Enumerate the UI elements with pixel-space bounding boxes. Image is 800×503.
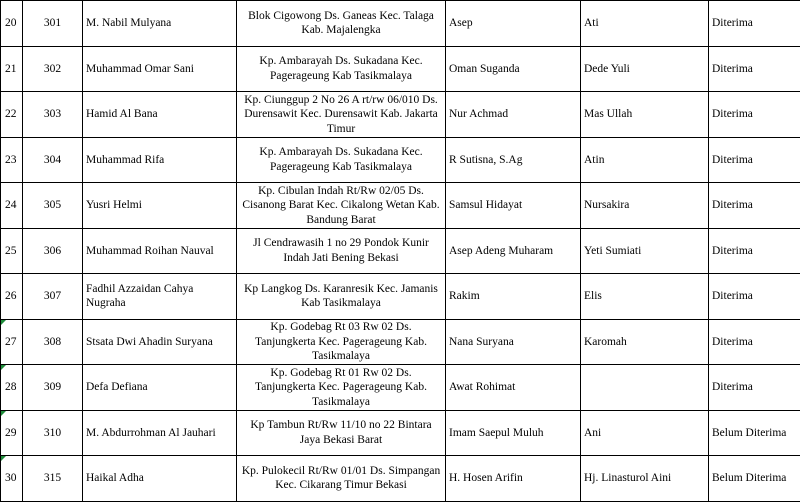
mother-name-text: Atin: [584, 153, 605, 166]
row-number-cell[interactable]: [1, 1, 23, 47]
student-name-text: Fadhil Azzaidan Cahya Nugraha: [86, 282, 194, 310]
status-text: Diterima: [712, 381, 753, 393]
student-name-text: Muhammad Roihan Nauval: [86, 244, 214, 257]
row-number-text: 27: [5, 335, 17, 348]
table-row: [1, 183, 800, 229]
table-row: [1, 319, 800, 365]
father-name-cell[interactable]: [446, 1, 581, 47]
status-cell[interactable]: [709, 92, 800, 138]
address-text: Blok Cigowong Ds. Ganeas Kec. Talaga Kab. Majalengka: [248, 9, 434, 37]
student-name-cell[interactable]: [83, 365, 237, 411]
student-name-text: Muhammad Omar Sani: [86, 62, 194, 75]
mother-name-cell[interactable]: [581, 46, 709, 92]
row-number-cell[interactable]: [1, 456, 23, 502]
status-cell[interactable]: [709, 137, 800, 183]
status-text: Diterima: [712, 153, 753, 166]
registration-id-text: 307: [43, 290, 62, 302]
row-number-cell[interactable]: [1, 46, 23, 92]
row-number-cell[interactable]: [1, 228, 23, 274]
mother-name-cell[interactable]: [581, 410, 709, 456]
status-text: Diterima: [712, 62, 753, 75]
student-name-text: Yusri Helmi: [86, 199, 142, 211]
registration-id-cell[interactable]: [23, 183, 83, 229]
status-text: Diterima: [712, 17, 753, 29]
father-name-text: Asep: [449, 17, 473, 29]
father-name-cell[interactable]: [446, 274, 581, 320]
father-name-text: Nur Achmad: [449, 108, 509, 120]
address-text: Kp. Pulokecil Rt/Rw 01/01 Ds. Simpangan Kec. Cikarang Timur Bekasi: [241, 464, 441, 492]
mother-name-cell[interactable]: [581, 1, 709, 47]
mother-name-text: Karomah: [584, 335, 627, 348]
registration-id-text: 301: [43, 17, 62, 29]
table-row: [1, 410, 800, 456]
mother-name-cell[interactable]: [581, 456, 709, 502]
student-name-text: Defa Defiana: [86, 381, 148, 393]
table-row: [1, 456, 800, 502]
row-number-cell[interactable]: [1, 410, 23, 456]
address-cell[interactable]: [237, 410, 446, 456]
father-name-cell[interactable]: [446, 319, 581, 365]
father-name-text: Imam Saepul Muluh: [449, 426, 544, 439]
row-number-text: 24: [5, 199, 17, 211]
registration-id-cell[interactable]: [23, 410, 83, 456]
father-name-text: Nana Suryana: [449, 335, 514, 348]
row-number-cell[interactable]: [1, 319, 23, 365]
status-cell[interactable]: [709, 456, 800, 502]
mother-name-cell[interactable]: [581, 183, 709, 229]
status-text: Diterima: [712, 244, 753, 257]
student-name-cell[interactable]: [83, 92, 237, 138]
row-number-text: 30: [5, 472, 17, 484]
address-cell[interactable]: [237, 456, 446, 502]
student-name-text: Muhammad Rifa: [86, 153, 165, 166]
status-text: Diterima: [712, 199, 753, 211]
father-name-text: Rakim: [449, 290, 480, 302]
status-cell[interactable]: [709, 410, 800, 456]
address-cell[interactable]: [237, 365, 446, 411]
mother-name-text: Nursakira: [584, 199, 630, 211]
father-name-cell[interactable]: [446, 365, 581, 411]
mother-name-text: Elis: [584, 290, 602, 302]
table-row: [1, 228, 800, 274]
row-number-cell[interactable]: [1, 183, 23, 229]
student-name-cell[interactable]: [83, 228, 237, 274]
registration-id-cell[interactable]: [23, 365, 83, 411]
registration-id-text: 304: [43, 153, 62, 166]
mother-name-cell[interactable]: [581, 274, 709, 320]
table-row: [1, 274, 800, 320]
mother-name-text: Hj. Linasturol Aini: [584, 472, 672, 484]
mother-name-text: Ani: [584, 426, 602, 439]
status-cell[interactable]: [709, 1, 800, 47]
comment-indicator-icon: [1, 456, 6, 461]
mother-name-text: Ati: [584, 17, 599, 29]
status-cell[interactable]: [709, 228, 800, 274]
student-name-cell[interactable]: [83, 1, 237, 47]
registration-id-cell[interactable]: [23, 228, 83, 274]
student-name-text: Stsata Dwi Ahadin Suryana: [86, 335, 213, 348]
row-number-cell[interactable]: [1, 274, 23, 320]
mother-name-cell[interactable]: [581, 137, 709, 183]
status-text: Diterima: [712, 108, 753, 120]
registration-id-text: 303: [43, 108, 62, 120]
row-number-text: 23: [5, 153, 17, 166]
address-text: Kp. Cibulan Indah Rt/Rw 02/05 Ds. Cisanong Barat Kec. Cikalong Wetan Kab. Bandung Barat: [242, 184, 440, 226]
registration-id-text: 306: [43, 244, 62, 257]
address-cell[interactable]: [237, 46, 446, 92]
father-name-cell[interactable]: [446, 92, 581, 138]
registration-id-cell[interactable]: [23, 92, 83, 138]
registration-id-text: 310: [43, 426, 62, 439]
registration-id-cell[interactable]: [23, 274, 83, 320]
student-name-cell[interactable]: [83, 410, 237, 456]
address-text: Kp. Ambarayah Ds. Sukadana Kec. Pagerageung Kab Tasikmalaya: [259, 146, 423, 173]
mother-name-text: Yeti Sumiati: [584, 244, 642, 257]
row-number-text: 20: [5, 17, 17, 29]
address-text: Jl Cendrawasih 1 no 29 Pondok Kunir Indah Jati Bening Bekasi: [253, 237, 429, 264]
student-name-cell[interactable]: [83, 183, 237, 229]
registration-id-cell[interactable]: [23, 1, 83, 47]
student-name-cell[interactable]: [83, 319, 237, 365]
father-name-text: Asep Adeng Muharam: [449, 244, 554, 257]
father-name-cell[interactable]: [446, 456, 581, 502]
row-number-text: 21: [5, 62, 17, 75]
row-number-text: 28: [5, 381, 17, 393]
table-row: [1, 46, 800, 92]
registration-id-cell[interactable]: [23, 456, 83, 502]
father-name-text: Awat Rohimat: [449, 381, 516, 393]
father-name-cell[interactable]: [446, 137, 581, 183]
table-row: [1, 137, 800, 183]
comment-indicator-icon: [1, 320, 6, 325]
registration-id-cell[interactable]: [23, 319, 83, 365]
table-row: [1, 1, 800, 47]
father-name-cell[interactable]: [446, 228, 581, 274]
father-name-text: Samsul Hidayat: [449, 199, 523, 211]
mother-name-cell[interactable]: [581, 365, 709, 411]
row-number-cell[interactable]: [1, 92, 23, 138]
registration-id-text: 309: [43, 381, 62, 393]
status-cell[interactable]: [709, 274, 800, 320]
address-text: Kp. Godebag Rt 03 Rw 02 Ds. Tanjungkerta Kec. Pagerageung Kab. Tasikmalaya: [255, 321, 427, 362]
row-number-cell[interactable]: [1, 365, 23, 411]
status-text: Belum Diterima: [712, 472, 787, 484]
registration-id-text: 305: [43, 199, 62, 211]
status-cell[interactable]: [709, 46, 800, 92]
address-cell[interactable]: [237, 137, 446, 183]
status-cell[interactable]: [709, 319, 800, 365]
address-cell[interactable]: [237, 92, 446, 138]
student-name-text: M. Abdurrohman Al Jauhari: [86, 426, 216, 439]
address-cell[interactable]: [237, 183, 446, 229]
registration-id-text: 302: [43, 62, 62, 75]
student-name-text: M. Nabil Mulyana: [86, 17, 172, 29]
address-cell[interactable]: [237, 1, 446, 47]
row-number-text: 22: [5, 108, 17, 120]
status-text: Diterima: [712, 290, 753, 302]
address-cell[interactable]: [237, 319, 446, 365]
address-text: Kp Tambun Rt/Rw 11/10 no 22 Bintara Jaya Bekasi Barat: [250, 419, 432, 446]
father-name-text: Oman Suganda: [449, 62, 520, 75]
address-cell[interactable]: [237, 274, 446, 320]
address-text: Kp Langkog Ds. Karanresik Kec. Jamanis Kab Tasikmalaya: [244, 282, 438, 310]
status-cell[interactable]: [709, 365, 800, 411]
student-name-cell[interactable]: [83, 137, 237, 183]
address-cell[interactable]: [237, 228, 446, 274]
mother-name-cell[interactable]: [581, 92, 709, 138]
father-name-cell[interactable]: [446, 410, 581, 456]
student-name-cell[interactable]: [83, 456, 237, 502]
row-number-text: 29: [5, 426, 17, 439]
student-name-cell[interactable]: [83, 46, 237, 92]
student-name-text: Hamid Al Bana: [86, 108, 158, 120]
father-name-cell[interactable]: [446, 183, 581, 229]
student-name-text: Haikal Adha: [86, 472, 144, 484]
registration-id-cell[interactable]: [23, 46, 83, 92]
address-text: Kp. Ciunggup 2 No 26 A rt/rw 06/010 Ds. Durensawit Kec. Durensawit Kab. Jakarta Timur: [244, 93, 438, 135]
student-name-cell[interactable]: [83, 274, 237, 320]
address-text: Kp. Ambarayah Ds. Sukadana Kec. Pagerageung Kab Tasikmalaya: [259, 55, 423, 82]
registration-id-cell[interactable]: [23, 137, 83, 183]
registration-id-text: 308: [43, 335, 62, 348]
mother-name-text: Mas Ullah: [584, 108, 633, 120]
mother-name-cell[interactable]: [581, 228, 709, 274]
comment-indicator-icon: [1, 411, 6, 416]
table-body: [1, 1, 800, 502]
row-number-text: 26: [5, 290, 17, 302]
registration-id-text: 315: [43, 472, 62, 484]
mother-name-cell[interactable]: [581, 319, 709, 365]
father-name-cell[interactable]: [446, 46, 581, 92]
mother-name-text: Dede Yuli: [584, 62, 630, 75]
status-text: Belum Diterima: [712, 426, 787, 439]
father-name-text: H. Hosen Arifin: [449, 472, 523, 484]
table-row: [1, 365, 800, 411]
row-number-cell[interactable]: [1, 137, 23, 183]
comment-indicator-icon: [1, 365, 6, 370]
address-text: Kp. Godebag Rt 01 Rw 02 Ds. Tanjungkerta Kec. Pagerageung Kab. Tasikmalaya: [255, 366, 427, 408]
status-text: Diterima: [712, 335, 753, 348]
table-row: [1, 92, 800, 138]
row-number-text: 25: [5, 244, 17, 257]
father-name-text: R Sutisna, S.Ag: [449, 153, 523, 166]
status-cell[interactable]: [709, 183, 800, 229]
